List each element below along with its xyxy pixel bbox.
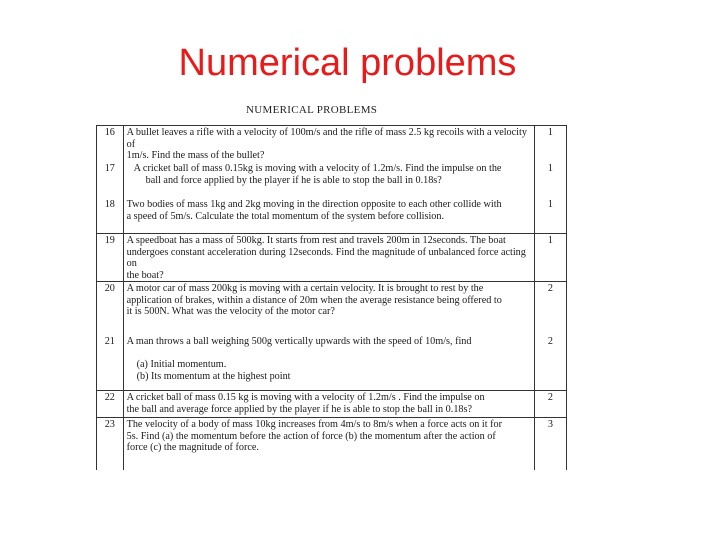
question-line: 1m/s. Find the mass of the bullet? [126,150,265,161]
question-line: A cricket ball of mass 0.15 kg is moving with a velocity of 1.2m/s . Find the impulse on [126,392,485,403]
question-text [123,198,534,234]
question-row [97,126,567,163]
question-marks: 3 [534,418,566,471]
question-line: it is 500N. What was the velocity of the motor car? [126,306,335,317]
question-line: A speedboat has a mass of 500kg. It starts from rest and travels 200m in 12seconds. The boat [126,235,506,246]
question-marks: 1 [534,198,566,234]
question-row [97,332,567,391]
question-line: 5s. Find (a) the momentum before the action of force (b) the momentum after the action of [126,430,496,442]
question-marks: 1 [534,162,566,198]
question-number: 17 [97,162,124,198]
question-number: 20 [97,282,124,333]
slide-title: Numerical problems [178,42,517,84]
question-line: A motor car of mass 200kg is moving with a certain velocity. It is brought to rest by the [126,283,484,294]
question-line: the boat? [126,269,164,281]
question-number: 16 [97,126,124,163]
question-marks: 2 [534,282,566,333]
questions-table [96,125,567,470]
question-row [97,198,567,234]
question-line: A cricket ball of mass 0.15kg is moving with a velocity of 1.2m/s. Find the impulse on the [133,163,502,174]
question-line: force (c) the magnitude of force. [126,442,259,453]
question-line: the ball and average force applied by the player if he is able to stop the ball in 0.18s? [126,403,472,415]
question-text [123,126,534,163]
sheet-heading: NUMERICAL PROBLEMS [246,104,378,116]
question-text [123,282,534,333]
question-marks: 1 [534,234,566,282]
question-number: 23 [97,418,124,471]
question-row [97,162,567,198]
question-row [97,391,567,418]
question-subpart: (a) Initial momentum. [136,359,227,370]
question-line: Two bodies of mass 1kg and 2kg moving in the direction opposite to each other collide with [126,199,502,210]
question-text [123,391,534,418]
question-line: a speed of 5m/s. Calculate the total momentum of the system before collision. [126,210,445,222]
question-line: undergoes constant acceleration during 12seconds. Find the magnitude of unbalanced force acting on [126,246,526,269]
question-subpart: (b) Its momentum at the highest point [136,370,291,382]
question-number: 21 [97,332,124,391]
question-line: A bullet leaves a rifle with a velocity of 100m/s and the rifle of mass 2.5 kg recoils with a velocity of [126,127,527,150]
question-row [97,418,567,471]
question-text [123,332,534,391]
question-marks: 2 [534,391,566,418]
question-row [97,282,567,333]
question-text [123,234,534,282]
question-number: 22 [97,391,124,418]
question-marks: 1 [534,126,566,163]
question-line: ball and force applied by the player if he is able to stop the ball in 0.18s? [145,174,442,186]
question-marks: 2 [534,332,566,391]
question-text [123,162,534,198]
question-row [97,234,567,282]
question-number: 18 [97,198,124,234]
question-line: application of brakes, within a distance of 20m when the average resistance being offered to [126,294,502,306]
question-line: A man throws a ball weighing 500g vertically upwards with the speed of 10m/s, find [126,336,472,347]
question-text [123,418,534,471]
question-number: 19 [97,234,124,282]
question-line: The velocity of a body of mass 10kg increases from 4m/s to 8m/s when a force acts on it for [126,419,503,430]
